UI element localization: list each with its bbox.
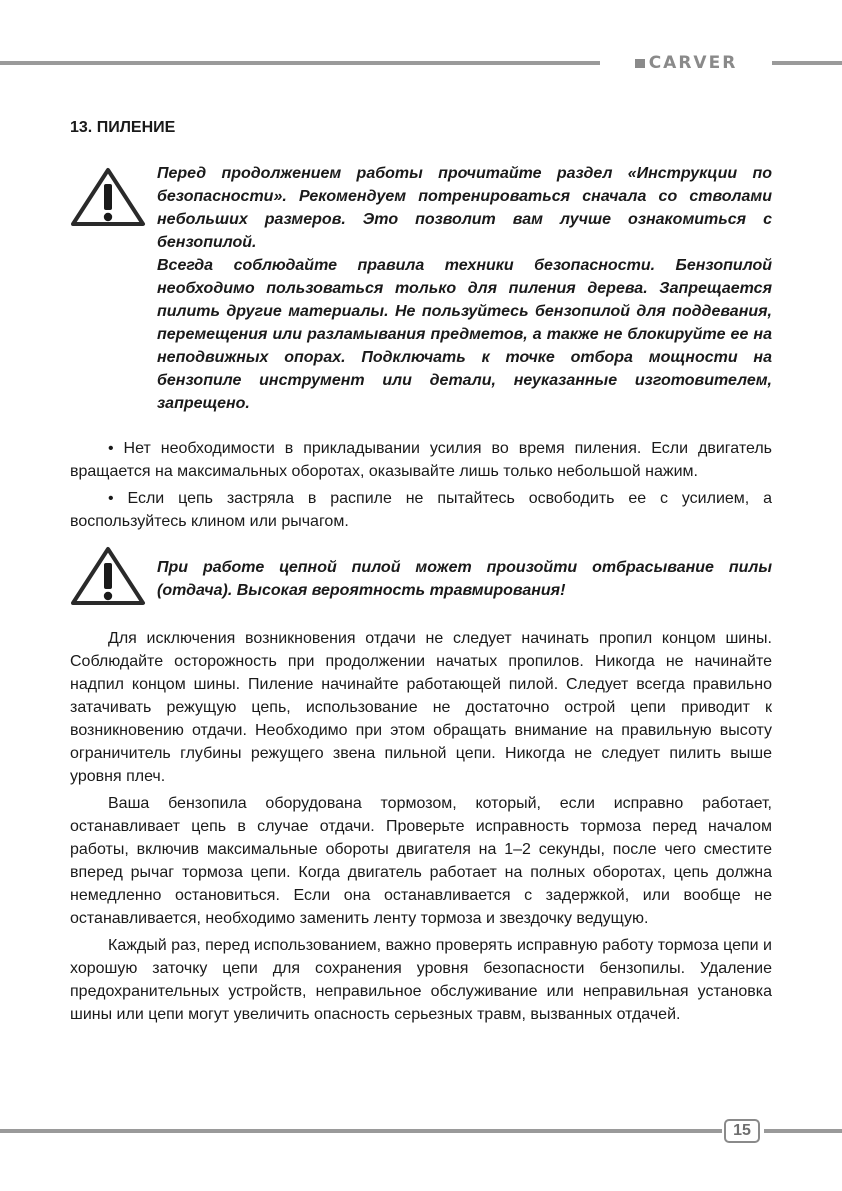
warning-paragraph: При работе цепной пилой может произойти отбрасывание пилы (отдача). Высокая вероятность травмирования! [157,559,772,599]
body-paragraph: Ваша бензопила оборудована тормозом, который, если исправно работает, останавливает цепь в случае отдачи. Проверьте исправность тормоза перед началом работы, включив максимальные обороты двигателя на 1–2 секунды, после чего сместите вперед рычаг тормоза цепи. Когда двигатель работает на полных оборотах, цепь должна немедленно остановиться. Если она останавливается с задержкой, или вообще не останавливается, необходимо заменить ленту тормоза и звездочку ведущую. [70,795,772,927]
body-paragraph: Каждый раз, перед использованием, важно проверять исправную работу тормоза цепи и хорошую заточку цепи для сохранения уровня безопасности бензопилы. Удаление предохранительных устройств, неправильное обслуживание или неправильная установка шины или цепи могут увеличить опасность серьезных травм, вызванных отдачей. [70,937,772,1023]
warning-block-1 [157,162,772,415]
section-title: 13. ПИЛЕНИЕ [70,119,176,136]
list-item: • Если цепь застряла в распиле не пытайтесь освободить ее с усилием, а воспользуйтесь клином или рычагом. [70,490,772,530]
brand-name: CARVER [648,53,738,73]
footer-rule-right [764,1129,842,1133]
brand-bar-icon [635,59,645,68]
header-rule [0,61,600,65]
header-rule-right [772,61,842,65]
brand-logo [600,52,772,74]
list-item: • Нет необходимости в прикладывании усилия во время пиления. Если двигатель вращается на максимальных оборотах, оказывайте лишь только небольшой нажим. [70,440,772,480]
warning-block-2 [157,556,772,602]
body-paragraph: Для исключения возникновения отдачи не следует начинать пропил концом шины. Соблюдайте осторожность при продолжении начатых пропилов. Никогда не начинайте надпил концом шины. Пиление начинайте работающей пилой. Следует всегда правильно затачивать режущую цепь, использование не достаточно острой цепи приводит к возникновению отдачи. Необходимо при этом обращать внимание на правильную высоту ограничитель глубины режущего звена пильной цепи. Никогда не следует пилить выше уровня плеч. [70,630,772,785]
bullet-list [70,437,772,537]
body-text [70,627,772,1030]
page-number: 15 [724,1119,760,1143]
warning-triangle-icon [70,545,146,607]
footer-rule [0,1129,722,1133]
warning-triangle-icon [70,166,146,228]
warning-paragraph: Перед продолжением работы прочитайте раздел «Инструкции по безопасности». Рекомендуем потренироваться сначала со стволами небольших размеров. Это позволит вам лучше ознакомиться с бензопилой. [157,165,772,251]
warning-paragraph: Всегда соблюдайте правила техники безопасности. Бензопилой необходимо пользоваться только для пиления дерева. Запрещается пилить другие материалы. Не пользуйтесь бензопилой для поддевания, перемещения или разламывания предметов, а также не блокируйте ее на неподвижных опорах. Подключать к точке отбора мощности на бензопиле инструмент или детали, неуказанные изготовителем, запрещено. [157,257,772,412]
